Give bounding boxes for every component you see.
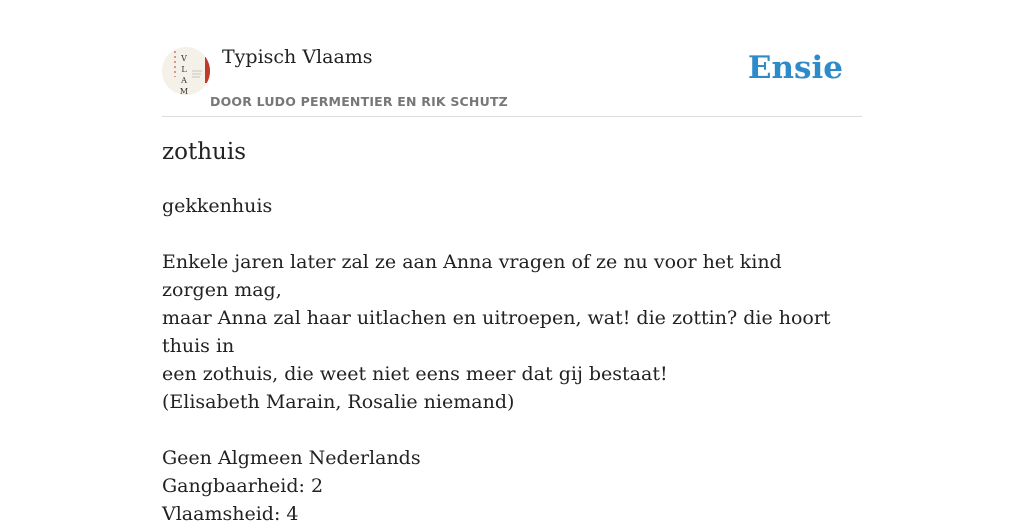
example-quote-line: een zothuis, die weet niet eens meer dat gij bestaat! xyxy=(162,363,668,385)
entry-title: zothuis xyxy=(162,139,246,165)
entry-definition: gekkenhuis xyxy=(162,195,273,217)
book-title[interactable]: Typisch Vlaams xyxy=(222,46,373,68)
vlaamsheid-score: Vlaamsheid: 4 xyxy=(162,503,299,525)
example-source: (Elisabeth Marain, Rosalie niemand) xyxy=(162,391,515,413)
book-cover-icon[interactable] xyxy=(162,47,210,95)
page-header xyxy=(162,44,862,117)
entry-body xyxy=(162,192,852,528)
book-authors: DOOR LUDO PERMENTIER EN RIK SCHUTZ xyxy=(210,94,508,109)
logo-letter: L xyxy=(181,65,187,74)
ensie-logo-link[interactable]: Ensie xyxy=(747,50,843,86)
logo-letter: M xyxy=(179,87,189,95)
register-label: Geen Algmeen Nederlands xyxy=(162,447,421,469)
gangbaarheid-score: Gangbaarheid: 2 xyxy=(162,475,324,497)
example-quote-line: Enkele jaren later zal ze aan Anna vragen of ze nu voor het kind zorgen mag, xyxy=(162,251,782,301)
paragraph-gap xyxy=(162,220,852,248)
logo-letter: V xyxy=(181,54,187,63)
example-quote-line: maar Anna zal haar uitlachen en uitroepen, wat! die zottin? die hoort thuis in xyxy=(162,307,831,357)
paragraph-gap xyxy=(162,416,852,444)
logo-letter: A xyxy=(181,76,187,85)
